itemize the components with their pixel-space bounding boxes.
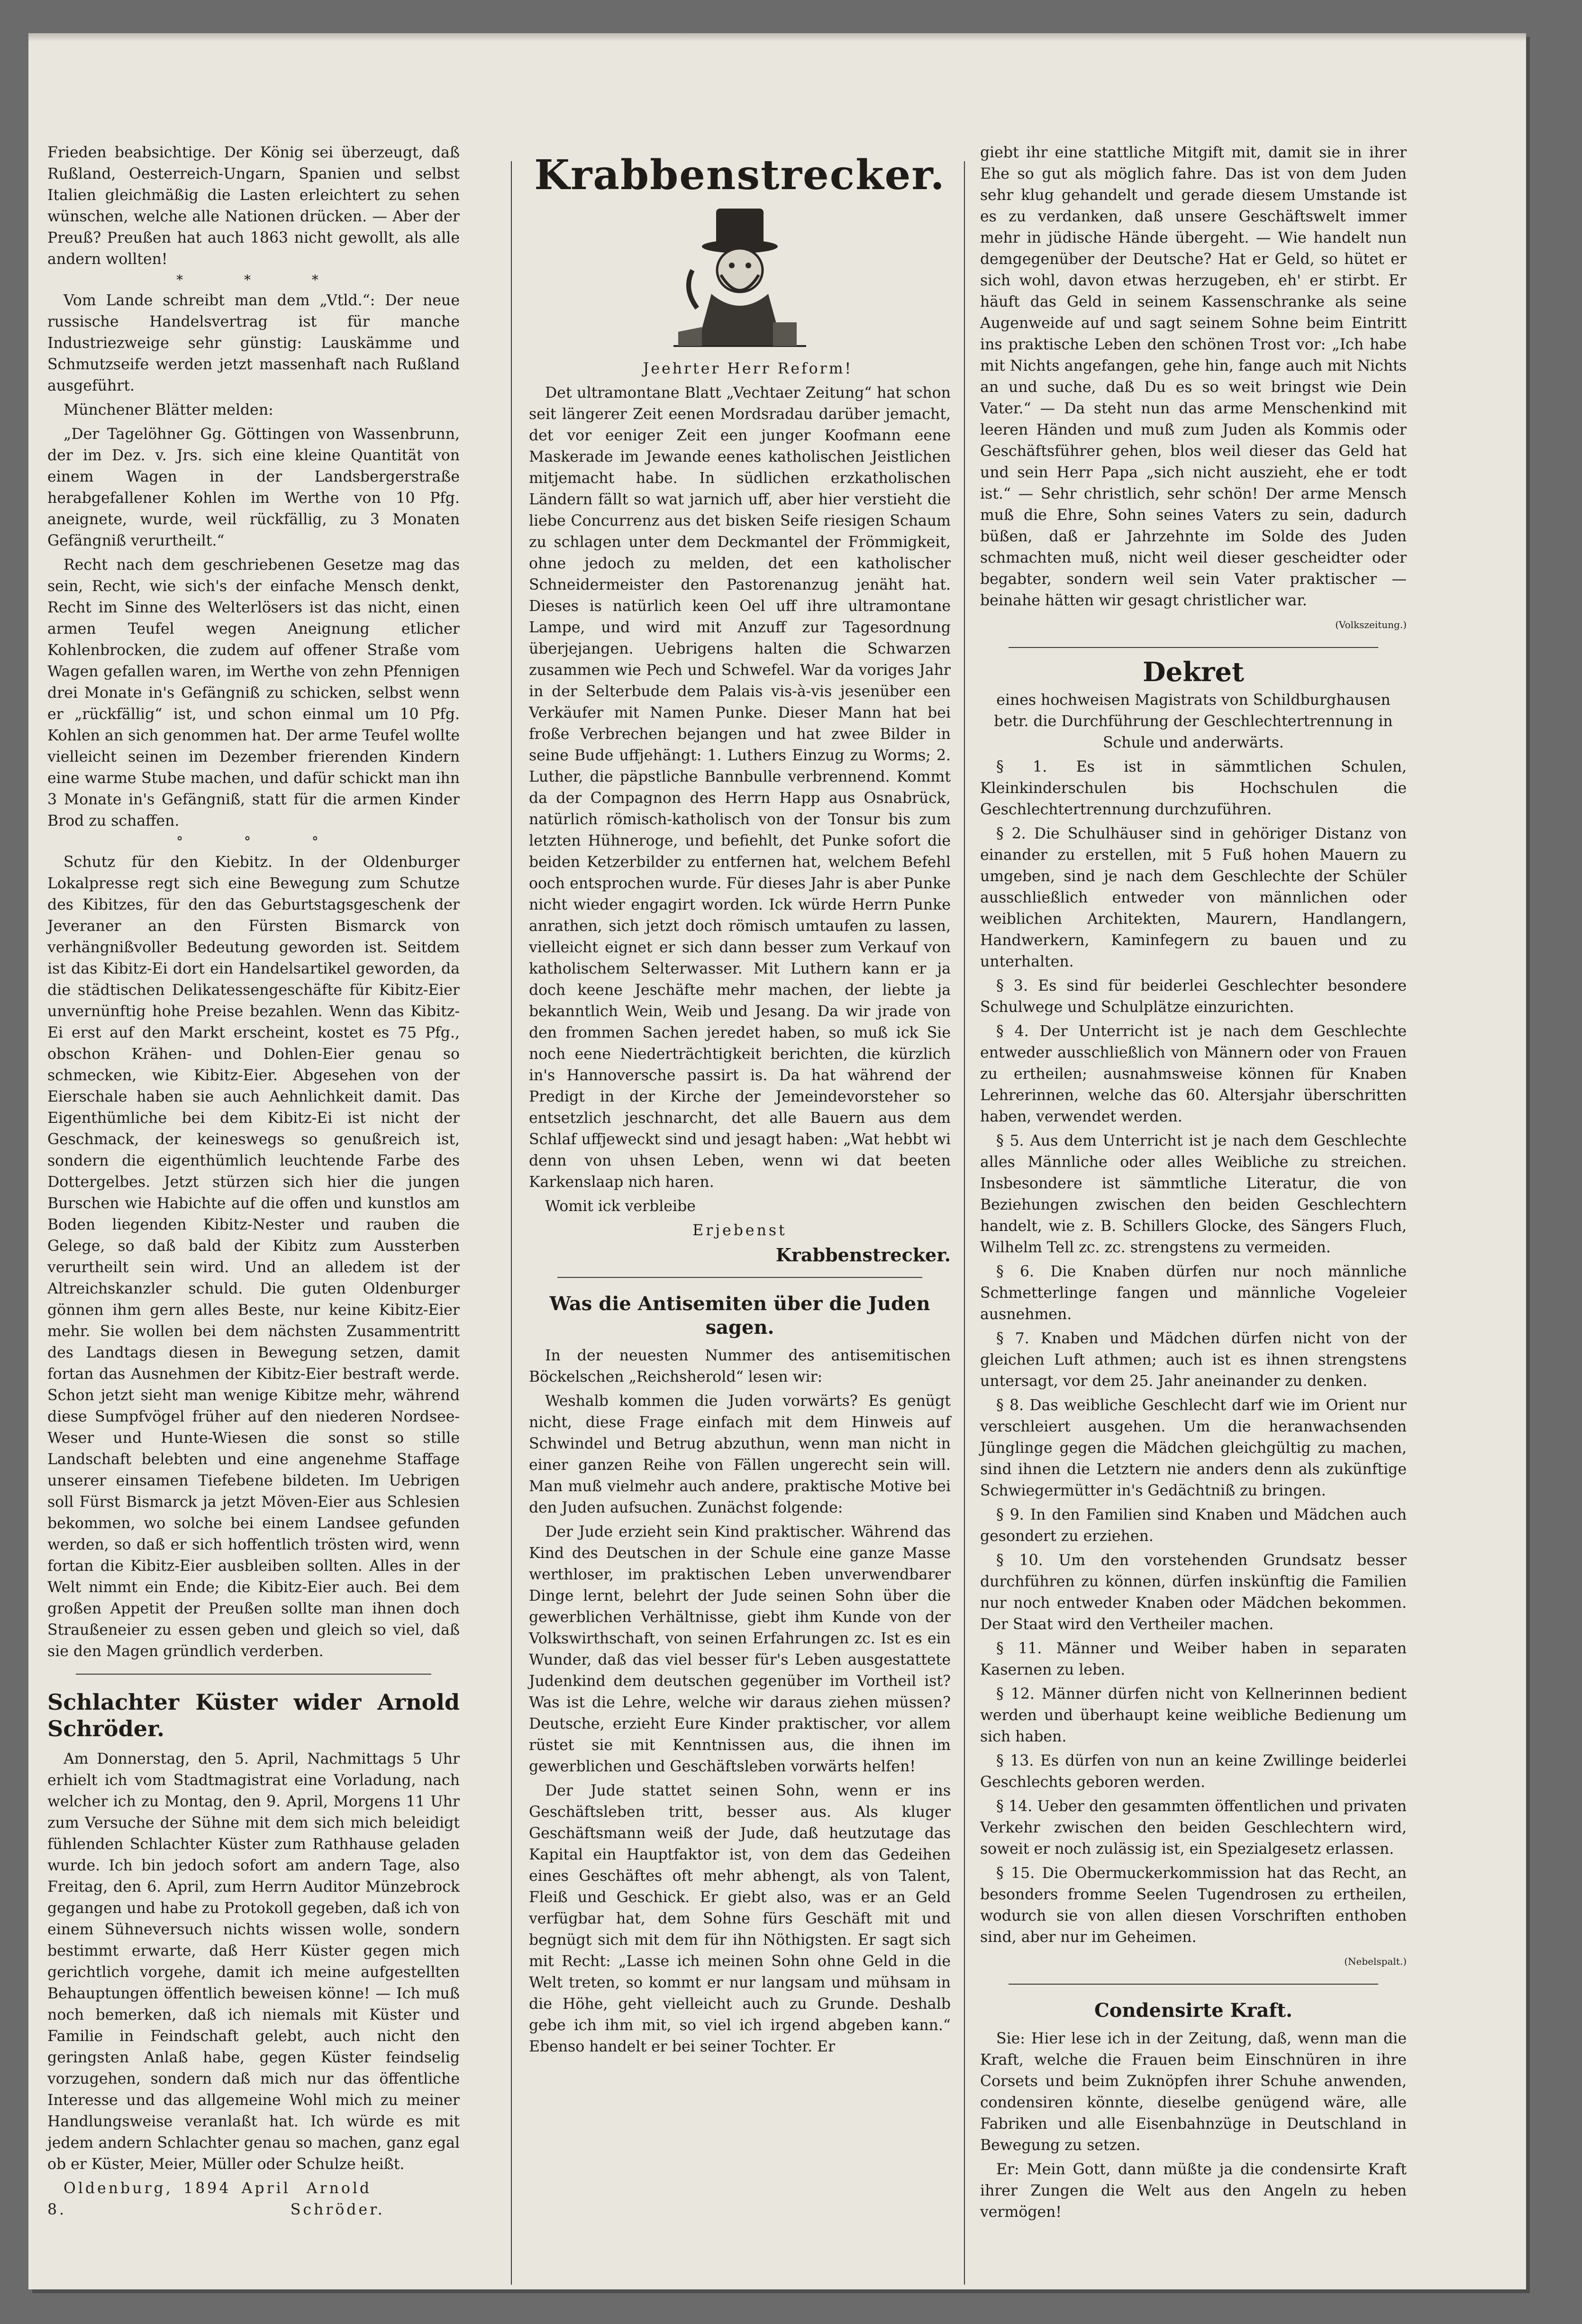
decree-item: § 12. Männer dürfen nicht von Kellnerinnen bedient werden und überhaupt keine weibliche Bedienung um sich haben. [980, 1686, 1407, 1745]
closing-ergebenst: Erjebenst [692, 1222, 787, 1239]
column-1 [47, 142, 460, 2224]
separator-circles: ° ° ° [176, 834, 347, 849]
decree-intro: eines hochweisen Magistrats von Schildburghausen betr. die Durchführung der Geschlechtertrennung in Schule und anderwärts. [994, 692, 1393, 751]
page-top-edge [28, 33, 1526, 42]
decree-item: § 9. In den Familien sind Knaben und Mädchen auch gesondert zu erziehen. [980, 1506, 1407, 1545]
article-headline: Condensirte Kraft. [1094, 1999, 1293, 2022]
article-headline: Schlachter Küster wider Arnold Schröder. [47, 1689, 460, 1741]
paragraph: Vom Lande schreibt man dem „Vtld.“: Der neue russische Handelsvertrag ist für manche Industriezweige sehr günstig: Lauskämme und Schmutzseife werden jetzt massenhaft nach Rußland ausgeführt. [47, 292, 460, 394]
decree-item: § 4. Der Unterricht ist je nach dem Geschlechte entweder ausschließlich von Männern oder von Frauen zu ertheilen; ausnahmsweise können für Knaben Lehrerinnen, welche das 60. Altersjahr überschritten haben, verwendet werden. [980, 1023, 1407, 1125]
divider [1009, 647, 1378, 648]
decree-item: § 15. Die Obermuckerkommission hat das Recht, an besonders fromme Seelen Tugendrosen zu ertheilen, wodurch sie von allen diesen Vorschriften enthoben sind, aber nur im Geheimen. [980, 1865, 1407, 1946]
paragraph: Am Donnerstag, den 5. April, Nachmittags 5 Uhr erhielt ich vom Stadtmagistrat eine Vorladung, nach welcher ich zu Montag, den 9. April, Morgens 11 Uhr zum Versuche der Sühne mit dem sich mich beleidigt fühlenden Schlachter Küster zum Rathhause geladen wurde. Ich bin jedoch sofort am andern Tage, also Freitag, den 6. April, zum Herrn Auditor Münzebrock gegangen und habe zu Protokoll gegeben, daß ich von einem Sühneversuch nichts wissen wolle, sondern bestimmt erwarte, daß Herr Küster gegen mich gerichtlich vorgehe, damit ich meine aufgestellten Behauptungen öffentlich beweisen könne! — Ich muß noch bemerken, daß ich niemals mit Küster und Familie in Feindschaft gelebt, auch nicht den geringsten Anlaß habe, gegen Küster feindselig vorzugehen, sondern daß mich nur das öffentliche Interesse und das allgemeine Wohl mich zu meiner Handlungsweise veranlaßt hat. Ich würde es mit jedem andern Schlachter genau so machen, ganz egal ob er Küster, Meier, Müller oder Schulze heißt. [47, 1750, 460, 2173]
paragraph: „Der Tagelöhner Gg. Göttingen von Wassenbrunn, der im Dez. v. Jrs. sich eine kleine Quantität von einem Wagen in der Landsbergerstraße herabgefallener Kohlen im Werthe von 10 Pfg. aneignete, wurde, weil rückfällig, zu 3 Monaten Gefängniß verurtheilt.“ [47, 426, 460, 549]
decree-item: § 6. Die Knaben dürfen nur noch männliche Schmetterlinge fangen und männliche Vogeleier ausnehmen. [980, 1263, 1407, 1323]
decree-item: § 8. Das weibliche Geschlecht darf wie im Orient nur verschleiert ausgehen. Um die heranwachsenden Jünglinge gegen die Mädchen gleichgültig zu machen, sind ihnen die Letztern nie anders denn als zukünftige Schwiegermütter in's Gedächtniß zu bringen. [980, 1397, 1407, 1499]
paragraph: Der Jude stattet seinen Sohn, wenn er ins Geschäftsleben tritt, besser aus. Als kluger Geschäftsmann weiß der Jude, daß heutzutage das Kapital ein Hauptfaktor ist, von dem das Gedeihen eines Geschäftes oft mehr abhengt, als von Talent, Fleiß und Geschick. Er giebt also, was er an Geld verfügbar hat, dem Sohne fürs Geschäft mit und begnügt sich mit dem für ihn Nöthigsten. Er sagt sich mit Recht: „Lasse ich meinen Sohn ohne Geld in die Welt treten, so kommt er nur langsam und mühsam in die Höhe, geht vielleicht auch zu Grunde. Deshalb gebe ich ihm mit, so viel ich irgend abgeben kann.“ Ebenso handelt er bei seiner Tochter. Er [529, 1782, 951, 2055]
dialogue-line: Sie: Hier lese ich in der Zeitung, daß, wenn man die Kraft, welche die Frauen beim Einschnüren in ihre Corsets und beim Zuknöpfen ihrer Schuhe anwenden, condensiren könnte, dieselbe genügend wäre, alle Fabriken und alle Eisenbahnzüge in Deutschland in Bewegung zu setzen. [980, 2030, 1407, 2154]
paragraph: Der Jude erzieht sein Kind praktischer. Während das Kind des Deutschen in der Schule eine ganze Masse werthloser, im praktischen Leben unverwendbarer Dinge lernt, belehrt der Jude seinen Sohn über die gewerblichen Verhältnisse, giebt ihm Kunde von der Volkswirthschaft, von seinen Erfahrungen zc. Ist es ein Wunder, daß das viel besser für's Leben ausgestattete Judenkind dem deutschen gegenüber im Vortheil ist? Was ist die Lehre, welche wir daraus ziehen müssen? Deutsche, erzieht Eure Kinder praktischer, vor allem rüstet sie mit Kenntnissen aus, die ihnen im gewerblichen und Geschäftsleben vorwärts helfen! [529, 1523, 951, 1775]
decree-item: § 2. Die Schulhäuser sind in gehöriger Distanz von einander zu erstellen, mit 5 Fuß hohen Mauern zu umgeben, sind je nach dem Geschlechte der Schüler ausschließlich entweder von männlichen oder weiblichen Architekten, Maurern, Handlangern, Handwerkern, Kaminfegern zu bauen und zu unterhalten. [980, 825, 1407, 970]
decree-item: § 5. Aus dem Unterricht ist je nach dem Geschlechte alles Männliche oder alles Weibliche zu streichen. Insbesondere ist sämmtliche Literatur, die von Beziehungen zwischen den beiden Geschlechtern handelt, wie z. B. Schillers Glocke, des Sängers Fluch, Wilhelm Tell zc. zc. strengstens zu vermeiden. [980, 1132, 1407, 1256]
paragraph: Frieden beabsichtige. Der König sei überzeugt, daß Rußland, Oesterreich-Ungarn, Spanien und selbst Italien gleichmäßig die Lasten erleichtert zu sehen wünschen, welche alle Nationen drücken. — Aber der Preuß? Preußen hat auch 1863 nicht gewollt, als alle andern wollten! [47, 144, 460, 268]
separator-stars: * * * [176, 272, 347, 288]
decree-item: § 1. Es ist in sämmtlichen Schulen, Kleinkinderschulen bis Hochschulen die Geschlechtertrennung durchzuführen. [980, 758, 1407, 818]
newspaper-page [28, 33, 1526, 2289]
dateline [47, 2178, 460, 2221]
paragraph: In der neuesten Nummer des antisemitischen Böckelschen „Reichsherold“ lesen wir: [529, 1347, 951, 1385]
column-2 [529, 142, 951, 2060]
decree-item: § 10. Um den vorstehenden Grundsatz besser durchführen zu können, dürfen inskünftig die Familien nur noch entweder Knaben oder Mädchen bekommen. Der Staat wird den Vertheiler machen. [980, 1552, 1407, 1633]
paragraph: Recht nach dem geschriebenen Gesetze mag das sein, Recht, wie sich's der einfache Mensch denkt, Recht im Sinne des Welterlösers ist das nicht, einen armen Teufel wegen Aneignung etlicher Kohlenbrocken, die zudem auf offener Straße vom Wagen gefallen waren, im Werthe von zehn Pfennigen drei Monate in's Gefängniß zu schicken, selbst wenn er „rückfällig“ ist, und schon einmal um 10 Pfg. Kohlen an sich genommen hat. Der arme Teufel wollte vielleicht seinen im Dezember frierenden Kindern eine warme Stube machen, und dafür schickt man ihn 3 Monate in's Gefängniß, statt für die armen Kinder Brod zu schaffen. [47, 556, 460, 829]
source-note: (Volkszeitung.) [1335, 619, 1407, 630]
closing-line: Womit ick verbleibe [545, 1198, 696, 1215]
paragraph: Weshalb kommen die Juden vorwärts? Es genügt nicht, diese Frage einfach mit dem Hinweis auf Schwindel und Betrug abzuthun, wenn man nicht in einer ganzen Reihe von Fällen ungerecht sein will. Man muß vielmehr auch andere, praktische Motive bei den Juden aufsuchen. Zunächst folgende: [529, 1393, 951, 1516]
source-note: (Nebelspalt.) [1344, 1956, 1407, 1967]
decree-item: § 7. Knaben und Mädchen dürfen nicht von der gleichen Luft athmen; auch ist es ihnen strengstens untersagt, vor dem 25. Jahr aneinander zu denken. [980, 1330, 1407, 1390]
column-3 [980, 142, 1407, 2226]
signature: Arnold Schröder. [290, 2180, 385, 2218]
caricature-illustration [664, 204, 816, 355]
paragraph: Det ultramontane Blatt „Vechtaer Zeitung“ hat schon seit längerer Zeit eenen Mordsradau darüber jemacht, det vor eeniger Zeit een junger Koofmann eene Maskerade im Jewande eenes katholischen Jeistlichen mitjemacht habe. In südlichen erzkatholischen Ländern fällt so wat jarnich uff, aber hier verstieht die liebe Concurrenz aus det bisken Seife riesigen Schaum zu schlagen unter dem Deckmantel der Frömmigkeit, ohne jedoch zu melden, det een katholischer Schneidermeister den Pastorenanzug jenäht hat. Dieses is natürlich keen Oel uff ihre ultramontane Lampe, und wird mit Anzuff zur Tagesordnung überjejangen. Uebrigens halten die Schwarzen zusammen wie Pech und Schwefel. War da voriges Jahr in der Selterbude dem Palais vis-à-vis jesenüber een Verkäufer mit Namen Punke. Dieser Mann hat bei froße Verbrechen bejangen und hat zwee Bilder in seine Bude uffjehängt: 1. Luthers Einzug zu Worms; 2. Luther, die päpstliche Bannbulle verbrennend. Kommt da der Compagnon des Herrn Happ aus Osnabrück, natürlich römisch-katholisch von der Tonsur bis zum letzten Hühneroge, und befiehlt, det Punke sofort die beiden Ketzerbilder zu entfernen hat, welchem Befehl ooch entsprochen wurde. Für dieses Jahr is aber Punke nicht wieder engagirt worden. Ick würde Herrn Punke anrathen, sich jetzt doch römisch umtaufen zu lassen, vielleicht eignet er sich dann besser zum Verkauf von katholischem Selterwasser. Mit Luthern kann er ja doch keene Jeschäfte mehr machen, der liebte ja bekanntlich Wein, Weib und Jesang. Da wir jrade von den frommen Sachen jeredet haben, so muß ick Sie noch eene Niederträchtigkeit berichten, die kürzlich in's Hannoversche passirt is. Da hat während der Predigt in der Kirche der Jemeindevorsteher so entsetzlich jeschnarcht, det alle Bauern aus dem Schlaf uffjeweckt sind und jesagt haben: „Wat hebbt wi denn von uhsen Leben, wenn wi dat beeten Karkenslaap nich haren. [529, 384, 951, 1191]
dialogue-line: Er: Mein Gott, dann müßte ja die condensirte Kraft ihrer Zungen die Welt aus den Angeln zu heben vermögen! [980, 2161, 1407, 2221]
signature: Krabbenstrecker. [775, 1244, 951, 1266]
paragraph: Schutz für den Kiebitz. In der Oldenburger Lokalpresse regt sich eine Bewegung zum Schutze des Kibitzes, für den das Geburtstagsgeschenk der Jeveraner an den Fürsten Bismarck von verhängnißvoller Bedeutung geworden ist. Seitdem ist das Kibitz-Ei dort ein Handelsartikel geworden, da die städtischen Delikatessengeschäfte für Kibitz-Eier unvernünftig hohe Preise bezahlen. Wenn das Kibitz-Ei erst auf den Markt erscheint, kostet es 75 Pfg., obschon Krähen- und Dohlen-Eier genau so schmecken, wie Kibitz-Eier. Abgesehen von der Eierschale haben sie auch Aehnlichkeit damit. Das Eigenthümliche bei dem Kibitz-Ei ist nicht der Geschmack, der keineswegs so genußreich ist, sondern die eigenthümlich leuchtende Farbe des Dottergelbes. Jetzt stürzen sich hier die jungen Burschen wie Habichte auf die offen und kunstlos am Boden liegenden Kibitz-Nester und rauben die Gelege, so daß bald der Kibitz zum Aussterben verurtheilt sein wird. Und an alledem ist der Altreichskanzler schuld. Die guten Oldenburger gönnen ihm gern alles Beste, nur keine Kibitz-Eier mehr. Sie wollen bei dem nächsten Zusammentritt des Landtags diesen in Bewegung setzen, damit fortan das Ausnehmen der Kibitz-Eier bestraft werde. Schon jetzt sieht man wenige Kibitze mehr, während diese Sumpfvögel früher auf den niederen Nordsee-Weser und Hunte-Wiesen die sonst so stille Landschaft belebten und eine angenehme Staffage unserer einsamen Tiefebene bildeten. Im Uebrigen soll Fürst Bismarck ja jetzt Möven-Eier aus Schlesien bekommen, wo solche bei einem Landsee gefunden werden, so daß er sich hoffentlich trösten wird, wenn fortan die Kibitz-Eier ausbleiben sollten. Alles in der Welt nimmt ein Ende; die Kibitz-Eier auch. Bei dem großen Appetit der Preußen sollte man ihnen doch Straußeneier zu essen geben und gleich so viel, daß sie den Magen gründlich verderben. [47, 854, 460, 1660]
place-date: Oldenburg, 1894 April 8. [47, 2180, 291, 2218]
decree-item: § 3. Es sind für beiderlei Geschlechter besondere Schulwege und Schulplätze einzurichten. [980, 977, 1407, 1016]
divider [1009, 1984, 1378, 1985]
illustration-caption: Jeehrter Herr Reform! [643, 360, 853, 377]
masthead-title: Krabbenstrecker. [534, 151, 946, 199]
column-rule-left [511, 161, 512, 2285]
decree-item: § 11. Männer und Weiber haben in separaten Kasernen zu leben. [980, 1640, 1407, 1678]
divider [557, 1277, 922, 1278]
decree-item: § 13. Es dürfen von nun an keine Zwillinge beiderlei Geschlechts geboren werden. [980, 1752, 1407, 1791]
divider [76, 1674, 431, 1675]
decree-item: § 14. Ueber den gesammten öffentlichen und privaten Verkehr zwischen den beiden Geschlechtern wird, soweit er noch zulässig ist, ein Spezialgesetz erlassen. [980, 1798, 1407, 1858]
article-headline: Dekret [1143, 656, 1244, 688]
article-headline: Was die Antisemiten über die Juden sagen. [549, 1293, 930, 1339]
paragraph: giebt ihr eine stattliche Mitgift mit, damit sie in ihrer Ehe so gut als möglich fahre. Das ist von dem Juden sehr klug gehandelt und gerade diesem Umstande ist es zu verdanken, daß unsere Geschäftswelt immer mehr in jüdische Hände übergeht. — Wie handelt nun demgegenüber der Deutsche? Hat er Geld, so hütet er sich wohl, davon etwas herzugeben, eh' er stirbt. Er häuft das Geld in seinem Kassenschranke als seine Augenweide auf und sagt seinem Sohne beim Eintritt ins praktische Leben den schönen Trost vor: „Ich habe mit Nichts angefangen, gehe hin, fange auch mit Nichts an und suche, daß Du es so weit bringst wie Dein Vater.“ — Da steht nun das arme Menschenkind mit leeren Händen und muß zum Juden als Kommis oder Geschäftsführer gehen, blos weil dieser das Geld hat und sein Herr Papa „sich nicht auszieht, ehe er todt ist.“ — Sehr christlich, sehr schön! Der arme Mensch muß die Ehre, Sohn seines Vaters zu sein, dadurch büßen, daß er Jahrzehnte im Solde des Juden schmachten muß, nicht weil dieser gescheidter oder begabter, sondern weil sein Vater praktischer — beinahe hätten wir gesagt christlicher war. [980, 144, 1407, 609]
paragraph: Münchener Blätter melden: [64, 401, 273, 419]
column-rule-right [964, 161, 965, 2285]
